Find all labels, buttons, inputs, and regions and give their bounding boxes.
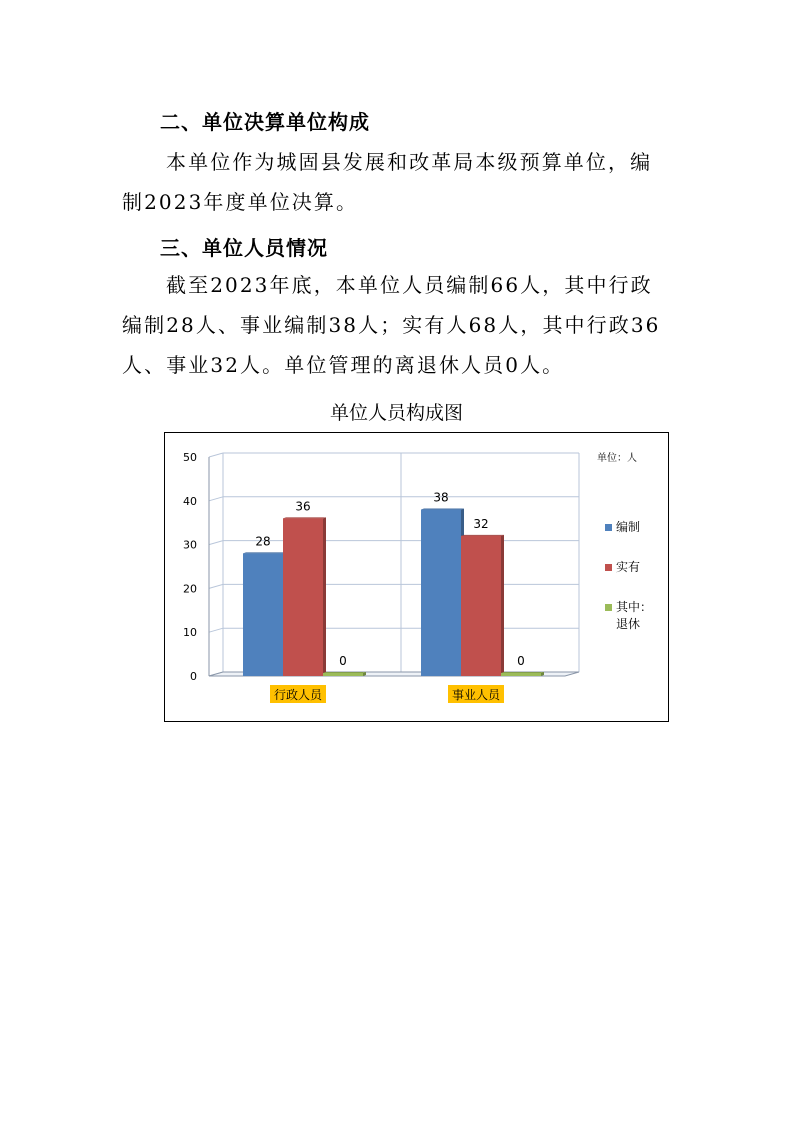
legend-label-0: 编制: [616, 520, 641, 534]
legend-swatch-1: [605, 564, 612, 571]
legend-label-2: 其中：: [616, 600, 653, 614]
data-label-0-0: 28: [255, 534, 271, 549]
data-label-0-1: 36: [295, 499, 311, 514]
bar-1-2: [501, 673, 541, 676]
bar-1-0: [421, 510, 461, 676]
staff-paragraph: 截至2023年底，本单位人员编制66人，其中行政编制28人、事业编制38人；实有人68人，其中行政36人、事业32人。单位管理的离退休人员0人。: [122, 273, 661, 377]
legend-label-2-line2: 退休: [616, 617, 641, 631]
unit-composition-paragraph: 本单位作为城固县发展和改革局本级预算单位，编制2023年度单位决算。: [122, 150, 653, 214]
unit-label: 单位：人: [597, 453, 637, 464]
bar-top-0-1: [283, 517, 326, 518]
staff-chart: [164, 432, 669, 722]
bar-0-0: [243, 553, 283, 676]
bar-side-1-1: [501, 535, 504, 676]
y-tick-label-4: 40: [183, 494, 197, 508]
gridline-depth-2: [209, 584, 223, 588]
bar-side-0-1: [323, 517, 326, 676]
bar-top-1-1: [461, 535, 504, 536]
data-label-1-1: 32: [473, 516, 489, 531]
chart-svg: [165, 433, 667, 720]
data-label-1-0: 38: [433, 490, 449, 505]
gridline-depth-4: [209, 497, 223, 501]
legend-swatch-2: [605, 604, 612, 611]
y-tick-label-3: 30: [183, 538, 197, 552]
y-tick-label-1: 10: [183, 626, 197, 640]
category-label-0: 行政人员: [273, 688, 323, 702]
bar-top-1-2: [501, 672, 544, 673]
section-heading-unit-composition: 二、单位决算单位构成: [160, 110, 370, 134]
legend-swatch-0: [605, 524, 612, 531]
bar-top-0-0: [243, 552, 286, 553]
data-label-1-2: 0: [517, 654, 525, 668]
gridline-depth-1: [209, 628, 223, 632]
section-heading-staff: 三、单位人员情况: [160, 236, 328, 260]
legend-label-1: 实有: [616, 560, 641, 574]
y-tick-label-0: 0: [190, 670, 197, 683]
y-tick-label-2: 20: [183, 582, 197, 596]
y-tick-label-5: 50: [183, 451, 197, 464]
chart-title: 单位人员构成图: [329, 402, 463, 424]
gridline-depth-3: [209, 541, 223, 545]
data-label-0-2: 0: [339, 654, 347, 668]
bar-top-1-0: [421, 509, 464, 510]
bar-1-1: [461, 536, 501, 676]
bar-0-1: [283, 518, 323, 676]
bar-top-0-2: [323, 672, 366, 673]
gridline-depth-5: [209, 453, 223, 457]
bar-0-2: [323, 673, 363, 676]
category-label-1: 事业人员: [451, 688, 501, 702]
